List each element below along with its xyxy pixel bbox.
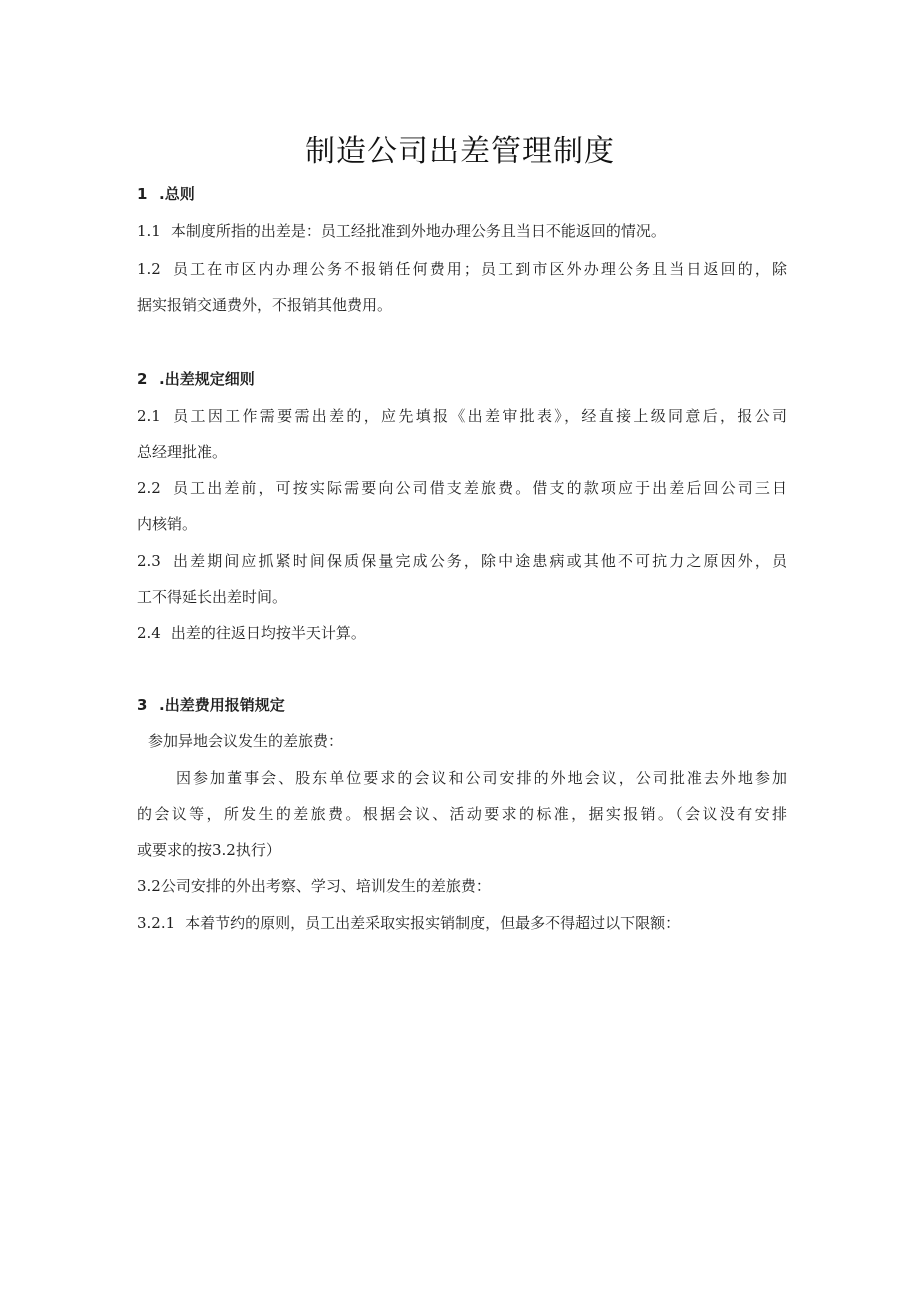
section-1-heading	[137, 184, 787, 204]
clause-1-1	[137, 221, 787, 241]
clause-3-2-1-text: 本着节约的原则，员工出差采取实报实销制度，但最多不得超过以下限额：	[185, 914, 681, 932]
clause-2-3-line-1	[137, 551, 787, 571]
clause-2-3-number: 2.3	[137, 552, 161, 570]
clause-3-2-1	[137, 913, 787, 933]
clause-1-1-text: 本制度所指的出差是：员工经批准到外地办理公务且当日不能返回的情况。	[170, 222, 666, 240]
clause-2-4-number: 2.4	[137, 624, 161, 642]
section-3-title: .出差费用报销规定	[159, 696, 285, 714]
section-2-number: 2	[137, 370, 148, 388]
clause-2-2-number: 2.2	[137, 479, 161, 497]
page-title: 制造公司出差管理制度	[305, 134, 615, 169]
clause-3-1-line-3: 或要求的按3.2执行）	[137, 841, 281, 859]
clause-3-1-title: 参加异地会议发生的差旅费：	[148, 732, 344, 750]
clause-2-1-line-2: 总经理批准。	[137, 443, 228, 461]
clause-3-1-line-1: 因参加董事会、股东单位要求的会议和公司安排的外地会议，公司批准去外地参加	[176, 769, 787, 787]
clause-3-1-line-2: 的会议等，所发生的差旅费。根据会议、活动要求的标准，据实报销。（会议没有安排	[137, 805, 787, 823]
clause-1-1-number: 1.1	[137, 222, 161, 240]
clause-1-2-text: 员工在市区内办理公务不报销任何费用；员工到市区外办理公务且当日返回的，除	[170, 260, 787, 278]
clause-2-4	[137, 623, 787, 643]
clause-3-2: 3.2公司安排的外出考察、学习、培训发生的差旅费：	[137, 877, 491, 895]
clause-2-3-line-2: 工不得延长出差时间。	[137, 588, 288, 606]
clause-1-2-number: 1.2	[137, 260, 161, 278]
clause-2-3-text: 出差期间应抓紧时间保质保量完成公务，除中途患病或其他不可抗力之原因外，员	[170, 552, 787, 570]
clause-2-1-line-1	[137, 406, 787, 426]
clause-1-2-line-1	[137, 259, 787, 279]
clause-2-1-text: 员工因工作需要需出差的，应先填报《出差审批表》，经直接上级同意后，报公司	[170, 407, 787, 425]
clause-2-2-line-1	[137, 478, 787, 498]
clause-2-2-line-2: 内核销。	[137, 515, 198, 533]
clause-2-4-text: 出差的往返日均按半天计算。	[170, 624, 366, 642]
clause-2-2-text: 员工出差前，可按实际需要向公司借支差旅费。借支的款项应于出差后回公司三日	[170, 479, 787, 497]
clause-3-2-1-number: 3.2.1	[137, 914, 176, 932]
section-3-number: 3	[137, 696, 148, 714]
section-1-title: .总则	[159, 185, 195, 203]
section-3-heading	[137, 695, 787, 715]
section-1-number: 1	[137, 185, 148, 203]
section-2-title: .出差规定细则	[159, 370, 255, 388]
clause-2-1-number: 2.1	[137, 407, 161, 425]
clause-1-2-line-2: 据实报销交通费外，不报销其他费用。	[137, 296, 393, 314]
section-2-heading	[137, 369, 787, 389]
